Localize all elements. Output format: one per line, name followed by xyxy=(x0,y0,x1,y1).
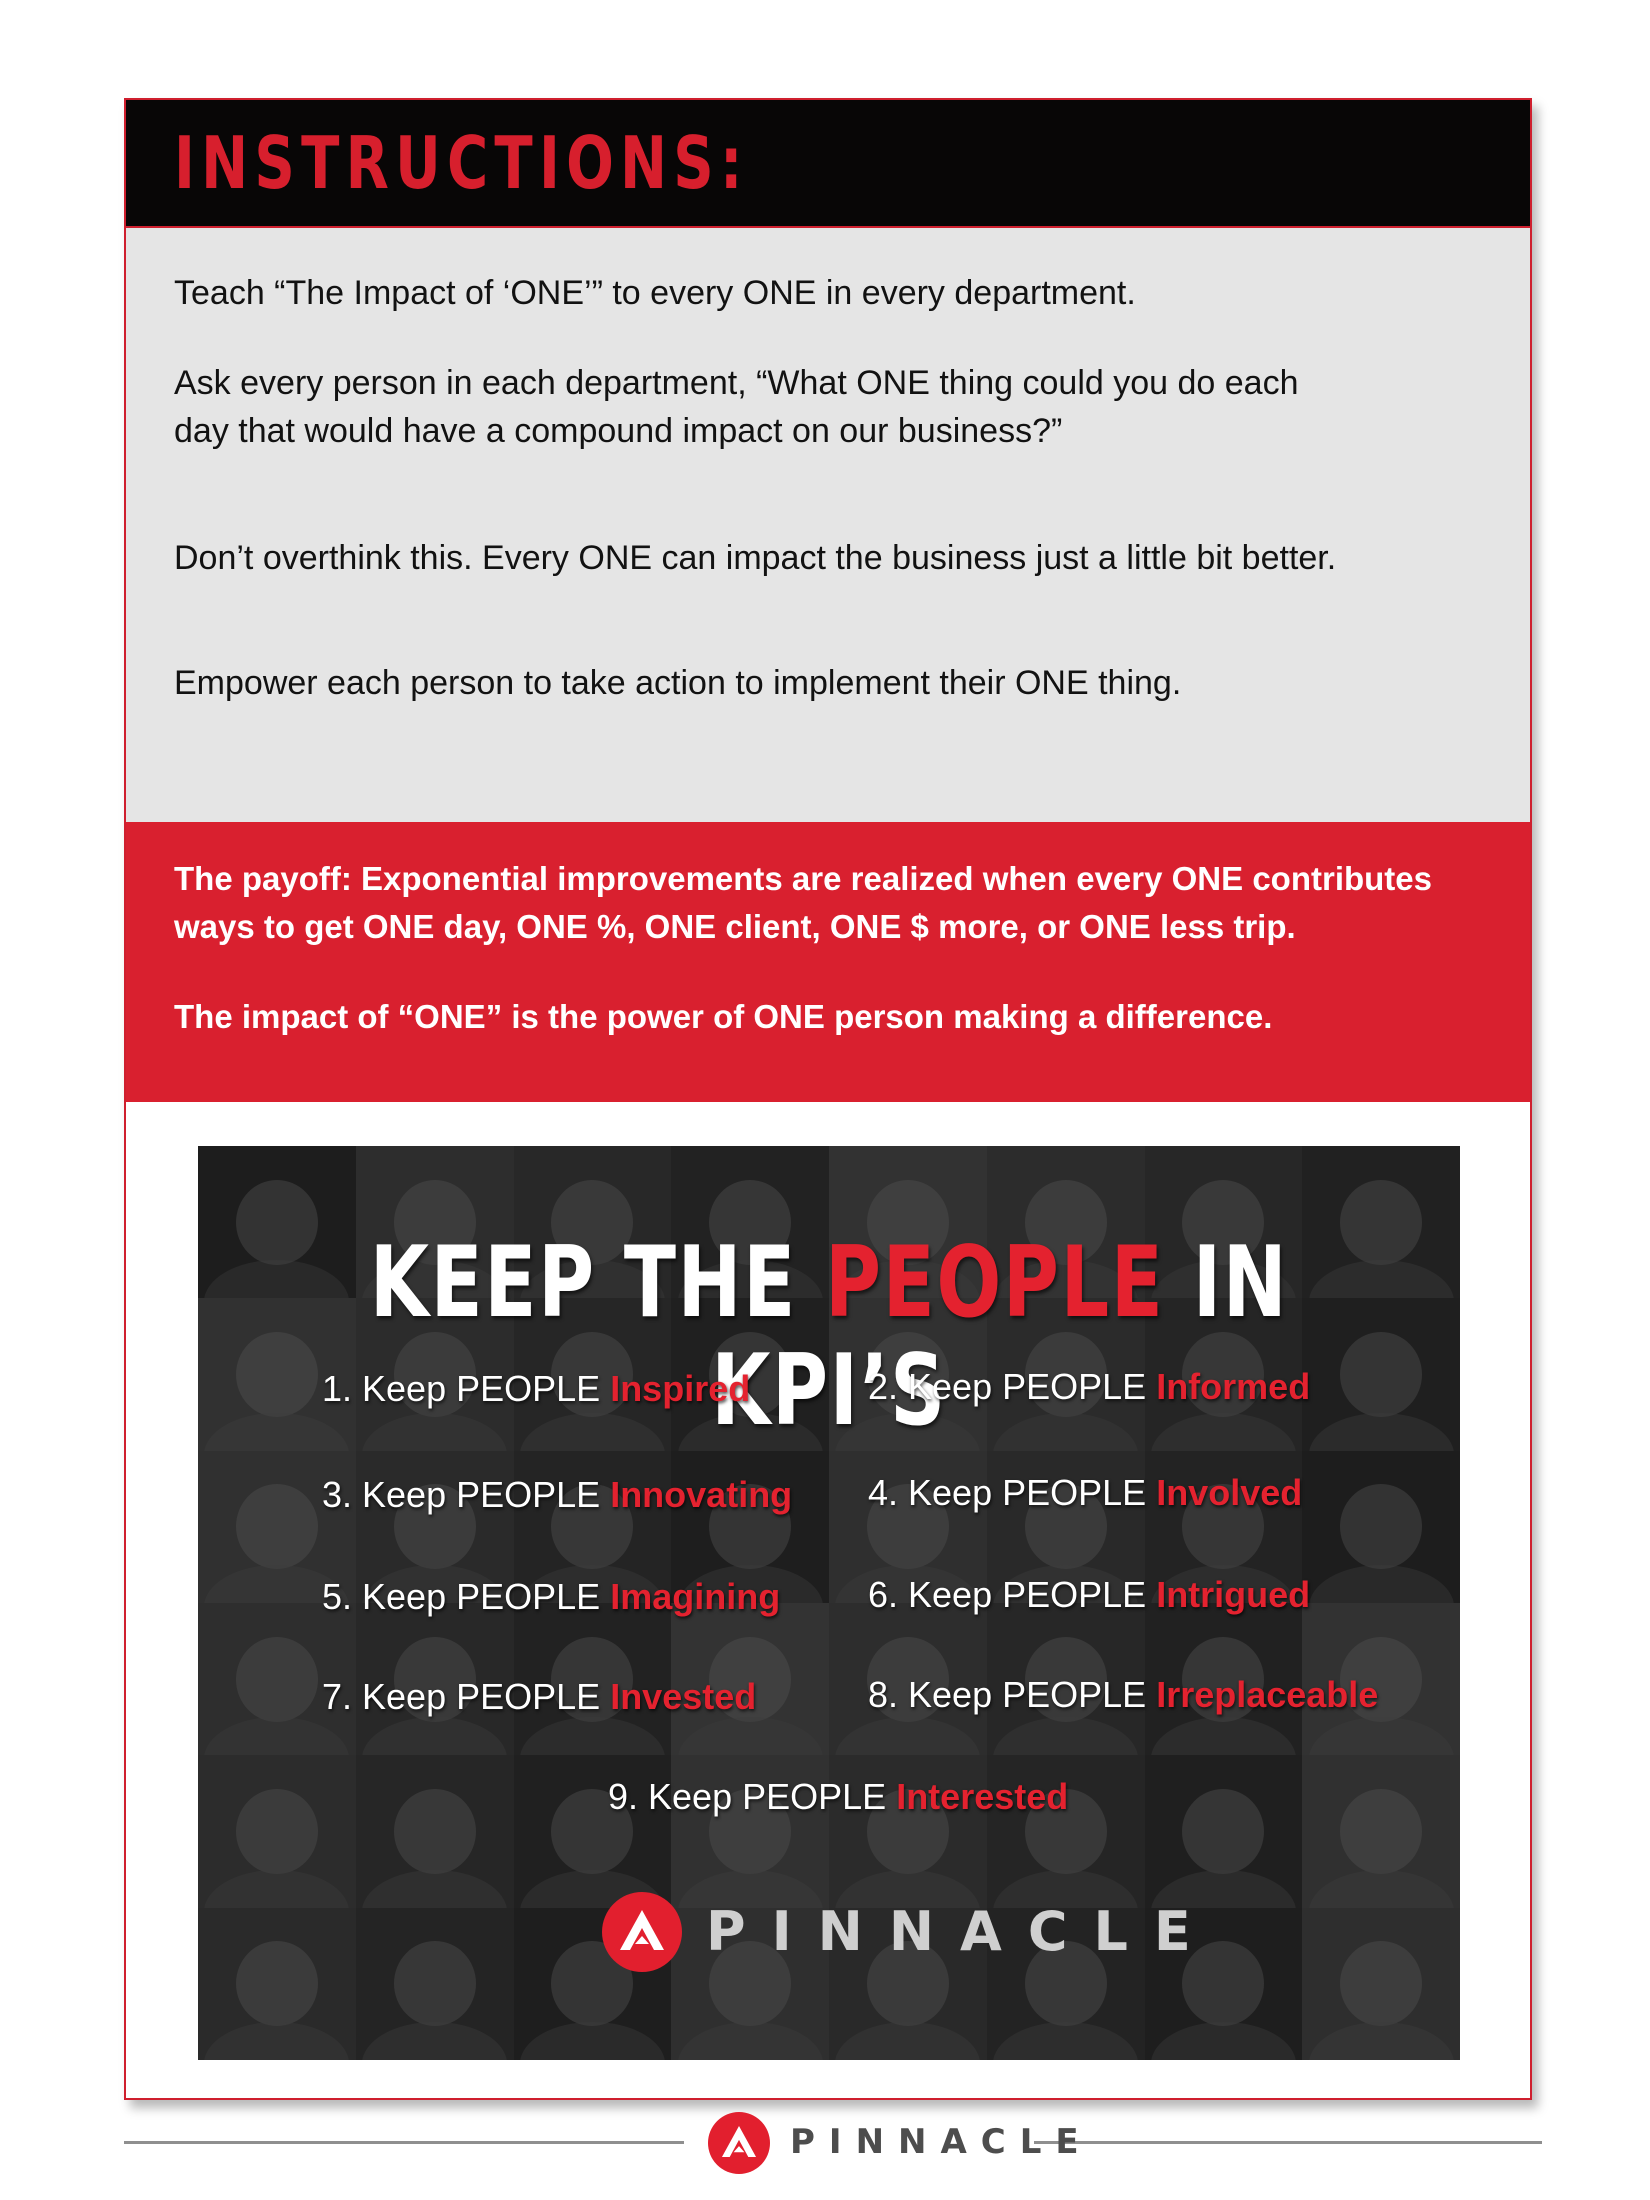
pinnacle-peak-icon xyxy=(708,2112,770,2174)
kpi-prefix: 5. Keep PEOPLE xyxy=(322,1576,611,1617)
poster-title-post: IN KPI’S xyxy=(711,1226,1289,1448)
kpi-item-7 xyxy=(322,1676,756,1718)
kpi-word: Informed xyxy=(1156,1366,1311,1407)
kpi-item-9 xyxy=(608,1776,1068,1818)
kpi-item-6 xyxy=(868,1574,1310,1616)
instruction-1: Teach “The Impact of ‘ONE’” to every ONE in every department. xyxy=(174,274,1136,312)
kpi-word: Involved xyxy=(1156,1472,1303,1513)
poster-title-highlight: PEOPLE xyxy=(825,1226,1165,1340)
kpi-word: Imagining xyxy=(610,1576,781,1617)
kpi-word: Invested xyxy=(610,1676,757,1717)
payoff-panel xyxy=(126,822,1530,1102)
kpi-item-3 xyxy=(322,1474,792,1516)
poster-logo-wordmark: PINNACLE xyxy=(706,1900,1217,1963)
footer-divider-right xyxy=(1034,2141,1542,2144)
kpi-word: Innovating xyxy=(610,1474,793,1515)
payoff-line-2: ways to get ONE day, ONE %, ONE client, ONE $ more, or ONE less trip. xyxy=(174,908,1296,945)
payoff-line-1: The payoff: Exponential improvements are realized when every ONE contributes xyxy=(174,860,1432,897)
impact-statement: The impact of “ONE” is the power of ONE person making a difference. xyxy=(174,998,1273,1035)
kpi-prefix: 1. Keep PEOPLE xyxy=(322,1368,611,1409)
kpi-item-4 xyxy=(868,1472,1302,1514)
footer-logo-wordmark: PINNACLE xyxy=(790,2122,1093,2162)
poster-title-pre: KEEP THE xyxy=(369,1226,826,1340)
kpi-prefix: 7. Keep PEOPLE xyxy=(322,1676,611,1717)
kpi-word: Inspired xyxy=(610,1368,751,1409)
kpi-prefix: 9. Keep PEOPLE xyxy=(608,1776,897,1817)
instruction-2-line-1: Ask every person in each department, “What ONE thing could you do each xyxy=(174,364,1299,402)
kpi-item-8 xyxy=(868,1674,1378,1716)
kpi-word: Irreplaceable xyxy=(1156,1674,1379,1715)
kpi-poster xyxy=(198,1146,1460,2060)
header-bar xyxy=(126,100,1530,228)
footer-pinnacle-logo xyxy=(708,2112,1093,2174)
kpi-prefix: 4. Keep PEOPLE xyxy=(868,1472,1157,1513)
instructions-panel xyxy=(126,228,1530,822)
kpi-prefix: 2. Keep PEOPLE xyxy=(868,1366,1157,1407)
poster-pinnacle-logo xyxy=(602,1892,1217,1972)
kpi-item-5 xyxy=(322,1576,780,1618)
kpi-prefix: 6. Keep PEOPLE xyxy=(868,1574,1157,1615)
poster-title xyxy=(337,1226,1321,1448)
instruction-2-line-2: day that would have a compound impact on our business?” xyxy=(174,412,1063,450)
kpi-item-1 xyxy=(322,1368,750,1410)
kpi-prefix: 3. Keep PEOPLE xyxy=(322,1474,611,1515)
page-title: INSTRUCTIONS: xyxy=(174,121,749,205)
footer-divider-left xyxy=(124,2141,684,2144)
instruction-4: Empower each person to take action to implement their ONE thing. xyxy=(174,664,1182,702)
instruction-card xyxy=(124,98,1532,2100)
pinnacle-peak-icon xyxy=(602,1892,682,1972)
kpi-item-2 xyxy=(868,1366,1310,1408)
kpi-word: Intrigued xyxy=(1156,1574,1311,1615)
kpi-prefix: 8. Keep PEOPLE xyxy=(868,1674,1157,1715)
kpi-word: Interested xyxy=(896,1776,1069,1817)
instruction-3: Don’t overthink this. Every ONE can impact the business just a little bit better. xyxy=(174,539,1337,577)
